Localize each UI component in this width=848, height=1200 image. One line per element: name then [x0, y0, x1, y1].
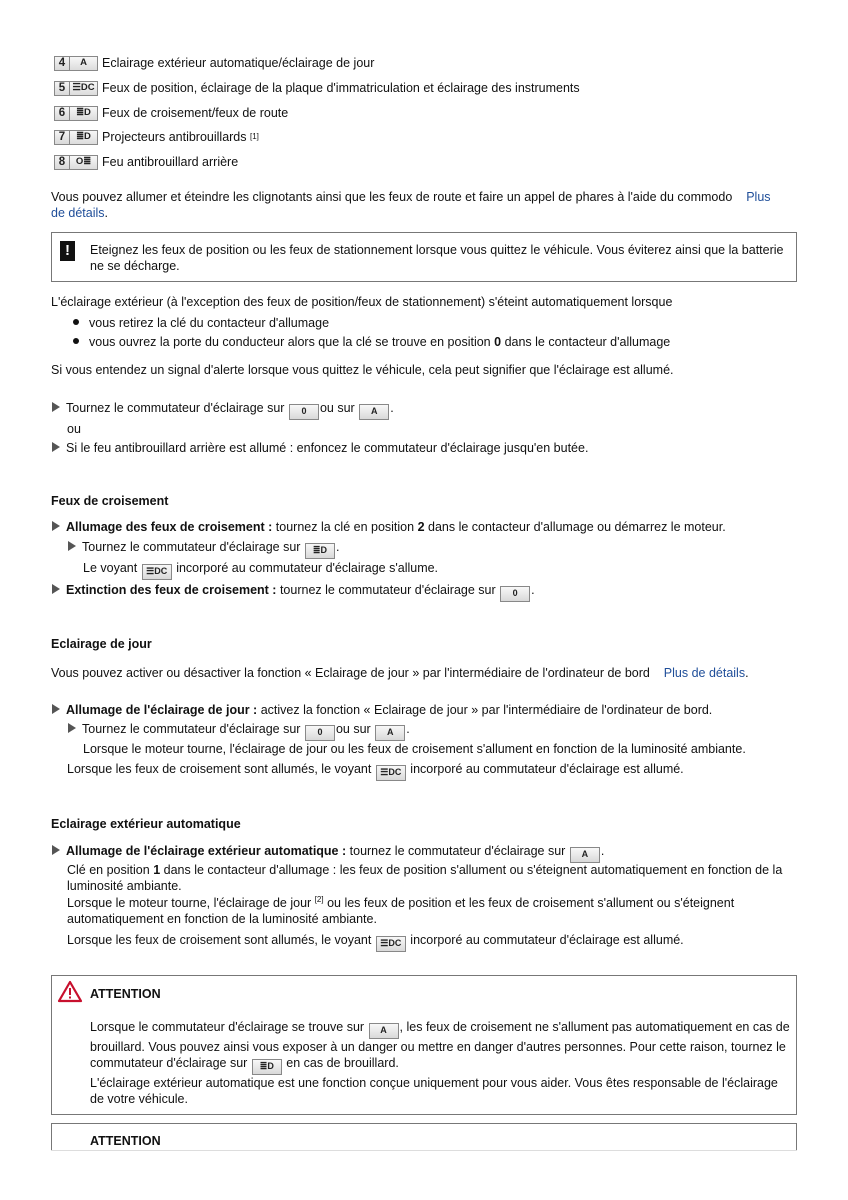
front-fog-icon: ≣D	[70, 130, 98, 145]
indicator-text: Le voyant ☰DC incorporé au commutateur d'éclairage s'allume.	[83, 560, 438, 580]
low-beam-switch-icon: ≣D	[305, 543, 335, 559]
auto-switch-icon: A	[369, 1023, 399, 1039]
arrow-icon	[52, 584, 60, 594]
attention-para-2: L'éclairage extérieur automatique est une fonction conçue uniquement pour vous aider. Vous êtes responsable de l'éclairage de votre véhicule.	[90, 1076, 778, 1107]
arrow-icon	[52, 521, 60, 531]
legend-item-4	[54, 55, 374, 71]
warning-triangle-icon	[57, 980, 83, 1003]
day-intro: Vous pouvez activer ou désactiver la fonction « Eclairage de jour » par l'intermédiaire de l'ordinateur de bord Plus de détails.	[51, 666, 749, 680]
footnote-ref: [2]	[314, 895, 324, 904]
legend-label: Eclairage extérieur automatique/éclairage de jour	[102, 56, 375, 70]
legend-number: 5	[54, 81, 70, 96]
legend-number: 6	[54, 106, 70, 121]
arrow-icon	[68, 723, 76, 733]
attention-box-2	[51, 1123, 797, 1151]
legend-label: Feu antibrouillard arrière	[102, 155, 239, 169]
exclamation-icon: !	[60, 241, 75, 261]
side-light-icon: ☰DC	[70, 81, 98, 96]
step: Allumage de l'éclairage extérieur automatique : tournez le commutateur d'éclairage sur A .	[52, 843, 604, 863]
step: Si le feu antibrouillard arrière est allumé : enfoncez le commutateur d'éclairage jusqu'en butée.	[52, 440, 588, 456]
section-title-auto: Eclairage extérieur automatique	[51, 817, 241, 831]
legend-item-5	[54, 80, 580, 96]
low-beam-switch-icon: ≣D	[252, 1059, 282, 1075]
low-beam-icon: ≣D	[70, 106, 98, 121]
arrow-icon	[52, 402, 60, 412]
auto-off-text: L'éclairage extérieur (à l'exception des feux de position/feux de stationnement) s'éteint automatiquement lorsque	[51, 295, 673, 309]
step: Allumage de l'éclairage de jour : activez la fonction « Eclairage de jour » par l'intermédiaire de l'ordinateur de bord.	[52, 702, 812, 718]
attention-para-1: Lorsque le commutateur d'éclairage se trouve sur A , les feux de croisement ne s'allument pas automatiquement en cas de brouillard. Vous pouvez ainsi vous exposer à un danger ou mettre en danger d'autres personnes. Pour cette raison, tournez le commutateur d'éclairage sur ≣D en cas de brouillard.	[90, 1019, 790, 1075]
section-title-day-light: Eclairage de jour	[51, 637, 152, 651]
more-details-link-cont[interactable]: de détails	[51, 206, 105, 221]
arrow-icon	[68, 541, 76, 551]
attention-box	[51, 975, 797, 1115]
sub-step: Tournez le commutateur d'éclairage sur 0 ou sur A .	[68, 721, 410, 741]
or-text: ou	[67, 422, 81, 436]
legend-item-7	[54, 129, 259, 145]
warning-signal-text: Si vous entendez un signal d'alerte lorsque vous quittez le véhicule, cela peut signifier que l'éclairage est allumé.	[51, 363, 674, 377]
indicator-lamp-icon: ☰DC	[142, 564, 172, 580]
step: Extinction des feux de croisement : tournez le commutateur d'éclairage sur 0 .	[52, 582, 535, 602]
off-switch-icon: 0	[305, 725, 335, 741]
more-details-link[interactable]: Plus	[746, 190, 771, 204]
arrow-icon	[52, 704, 60, 714]
bullet-icon	[73, 319, 79, 325]
legend-item-8	[54, 154, 238, 170]
list-item: vous ouvrez la porte du conducteur alors que la clé se trouve en position 0 dans le contacteur d'allumage	[73, 334, 670, 350]
legend-number: 8	[54, 155, 70, 170]
step: Tournez le commutateur d'éclairage sur 0 ou sur A .	[52, 400, 394, 420]
auto-para-1: Clé en position 1 dans le contacteur d'allumage : les feux de position s'allument ou s'éteignent automatiquement en fonction de la luminosité ambiante.	[67, 863, 783, 894]
list-item: vous retirez la clé du contacteur d'allumage	[73, 315, 329, 331]
indicator-lamp-icon: ☰DC	[376, 936, 406, 952]
legend-item-6	[54, 105, 288, 121]
auto-switch-icon: A	[375, 725, 405, 741]
more-details-link[interactable]: Plus de détails	[663, 666, 746, 680]
day-detail: Lorsque le moteur tourne, l'éclairage de jour ou les feux de croisement s'allument en fonction de la luminosité ambiante.	[83, 742, 746, 756]
sub-step: Tournez le commutateur d'éclairage sur ≣D .	[68, 539, 339, 559]
arrow-icon	[52, 442, 60, 452]
off-switch-icon: 0	[289, 404, 319, 420]
attention-title: ATTENTION	[90, 1134, 161, 1148]
auto-switch-icon: A	[359, 404, 389, 420]
notice-text: Eteignez les feux de position ou les feux de stationnement lorsque vous quittez le véhicule. Vous éviterez ainsi que la batterie ne se décharge.	[90, 243, 784, 274]
legend-number: 7	[54, 130, 70, 145]
legend-label: Feux de position, éclairage de la plaque d'immatriculation et éclairage des instruments	[102, 81, 580, 95]
indicator-text: Lorsque les feux de croisement sont allumés, le voyant ☰DC incorporé au commutateur d'éclairage est allumé.	[67, 932, 684, 952]
off-switch-icon: 0	[500, 586, 530, 602]
attention-title: ATTENTION	[90, 987, 161, 1001]
step: Allumage des feux de croisement : tournez la clé en position 2 dans le contacteur d'allumage ou démarrez le moteur.	[52, 519, 812, 535]
auto-switch-icon: A	[570, 847, 600, 863]
page-divider	[51, 1150, 797, 1151]
legend-label: Feux de croisement/feux de route	[102, 106, 289, 120]
footnote-ref: [1]	[250, 131, 259, 141]
notice-box	[51, 232, 797, 282]
indicator-text: Lorsque les feux de croisement sont allumés, le voyant ☰DC incorporé au commutateur d'éclairage est allumé.	[67, 761, 684, 781]
arrow-icon	[52, 845, 60, 855]
legend-label: Projecteurs antibrouillards	[102, 130, 247, 144]
indicator-lamp-icon: ☰DC	[376, 765, 406, 781]
legend-number: 4	[54, 56, 70, 71]
section-title-low-beam: Feux de croisement	[51, 494, 169, 508]
auto-light-icon: A	[70, 56, 98, 71]
intro-paragraph: Vous pouvez allumer et éteindre les clignotants ainsi que les feux de route et faire un appel de phares à l'aide du commodo Plus de détails.	[51, 190, 771, 221]
bullet-icon	[73, 338, 79, 344]
auto-para-2: Lorsque le moteur tourne, l'éclairage de jour [2] ou les feux de position et les feux de croisement s'allument ou s'éteignent automatiquement en fonction de la luminosité ambiante.	[67, 895, 735, 927]
rear-fog-icon: O≣	[70, 155, 98, 170]
